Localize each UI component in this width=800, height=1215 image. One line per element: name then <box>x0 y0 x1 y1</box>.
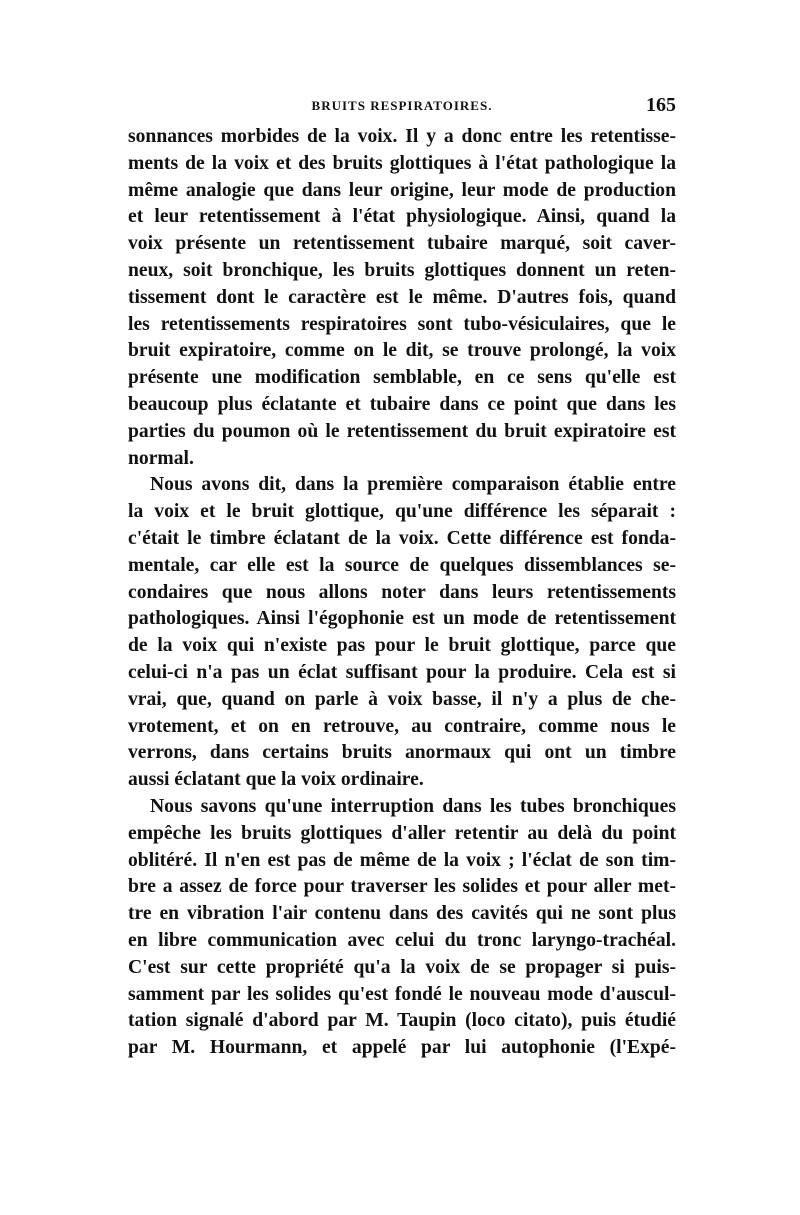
paragraph-2 <box>128 472 676 794</box>
text-line: la voix et le bruit glottique, qu'une différence les séparait : <box>128 501 676 523</box>
text-line: aussi éclatant que la voix ordinaire. <box>128 769 424 791</box>
page-number: 165 <box>646 94 676 116</box>
text-line: en libre communication avec celui du tronc laryngo-trachéal. <box>128 929 676 951</box>
paragraph-1 <box>128 124 676 472</box>
paragraph-3 <box>128 794 676 1062</box>
text-line: oblitéré. Il n'en est pas de même de la voix ; l'éclat de son tim- <box>128 849 676 871</box>
text-line: celui-ci n'a pas un éclat suffisant pour la produire. Cela est si <box>128 661 676 683</box>
text-line: présente une modification semblable, en ce sens qu'elle est <box>128 367 676 389</box>
text-line: sonnances morbides de la voix. Il y a donc entre les retentisse- <box>128 126 676 147</box>
text-line: tissement dont le caractère est le même. D'autres fois, quand <box>128 286 676 308</box>
text-line: pathologiques. Ainsi l'égophonie est un mode de retentissement <box>128 608 676 630</box>
text-line: samment par les solides qu'est fondé le nouveau mode d'auscul- <box>128 983 676 1005</box>
text-line: les retentissements respiratoires sont tubo-vésiculaires, que le <box>128 313 676 335</box>
text-line: bruit expiratoire, comme on le dit, se trouve prolongé, la voix <box>128 340 676 362</box>
text-line: mentale, car elle est la source de quelques dissemblances se- <box>128 554 676 576</box>
text-line: normal. <box>128 447 194 469</box>
text-line: Nous savons qu'une interruption dans les tubes bronchiques <box>150 795 676 817</box>
text-line: par M. Hourmann, et appelé par lui autophonie (l'Expé- <box>128 1037 676 1059</box>
text-line: tation signalé d'abord par M. Taupin (loco citato), puis étudié <box>128 1010 676 1032</box>
text-line: vrai, que, quand on parle à voix basse, il n'y a plus de che- <box>128 688 676 710</box>
text-line: voix présente un retentissement tubaire marqué, soit caver- <box>128 233 676 255</box>
text-line: tre en vibration l'air contenu dans des cavités qui ne sont plus <box>128 903 676 925</box>
text-line: verrons, dans certains bruits anormaux qui ont un timbre <box>128 742 676 764</box>
text-line: Nous avons dit, dans la première comparaison établie entre <box>150 474 676 496</box>
text-line: condaires que nous allons noter dans leurs retentissements <box>128 581 676 603</box>
text-line: et leur retentissement à l'état physiologique. Ainsi, quand la <box>128 206 676 228</box>
text-line: bre a assez de force pour traverser les solides et pour aller met- <box>128 876 676 898</box>
running-head-title: BRUITS RESPIRATOIRES. <box>311 98 493 113</box>
text-line: C'est sur cette propriété qu'a la voix de se propager si puis- <box>128 956 676 978</box>
text-line: parties du poumon où le retentissement du bruit expiratoire est <box>128 420 676 442</box>
text-line: empêche les bruits glottiques d'aller retentir au delà du point <box>128 822 676 844</box>
text-line: de la voix qui n'existe pas pour le bruit glottique, parce que <box>128 635 676 657</box>
text-line: même analogie que dans leur origine, leur mode de production <box>128 179 676 201</box>
running-head <box>128 94 676 122</box>
text-line: ments de la voix et des bruits glottiques à l'état pathologique la <box>128 152 676 174</box>
text-line: c'était le timbre éclatant de la voix. Cette différence est fonda- <box>128 527 676 549</box>
body-text <box>128 124 676 1062</box>
text-line: neux, soit bronchique, les bruits glottiques donnent un reten- <box>128 259 676 281</box>
text-line: vrotement, et on en retrouve, au contraire, comme nous le <box>128 715 676 737</box>
text-line: beaucoup plus éclatante et tubaire dans ce point que dans les <box>128 393 676 415</box>
